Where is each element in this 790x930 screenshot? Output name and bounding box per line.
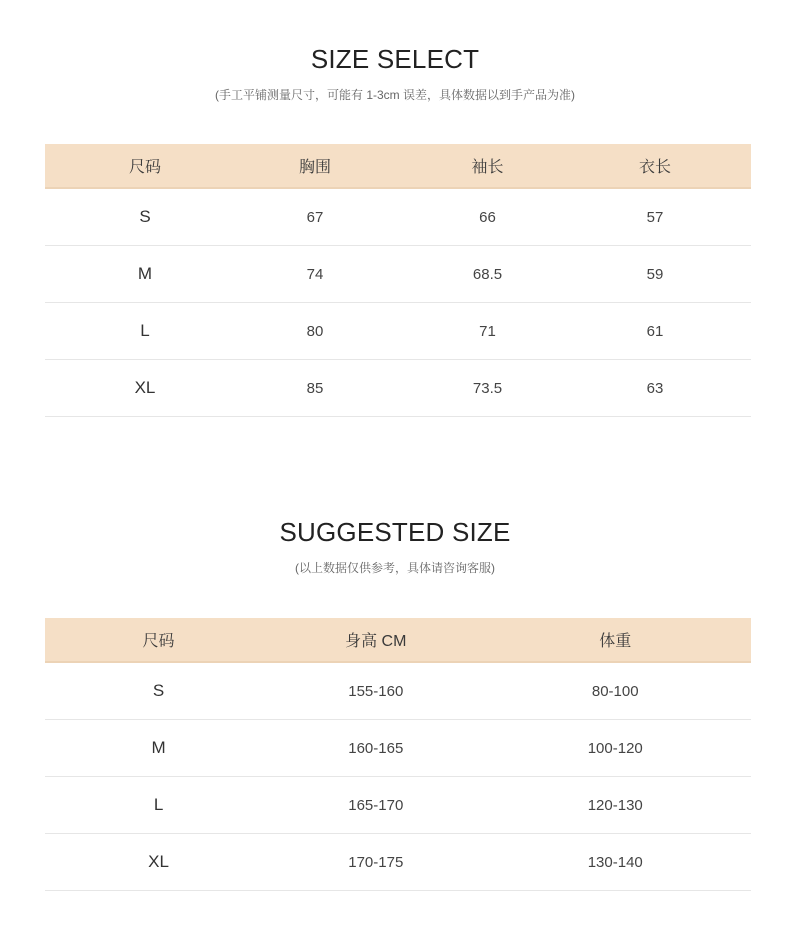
table-row [45,663,751,720]
header-length: 衣长 [638,159,671,176]
size-cell: L [140,321,150,340]
header-size: 尺码 [142,633,175,650]
table-row [45,246,751,303]
table-header [45,618,751,663]
table-row [45,360,751,417]
size-select-table [45,144,751,417]
header-chest: 胸围 [298,159,331,176]
chest-cell: 85 [306,379,324,397]
size-cell: S [152,681,165,700]
table-header [45,144,751,189]
height-cell: 170-175 [348,853,404,871]
table-row [45,303,751,360]
weight-cell: 120-130 [587,796,643,814]
table-row [45,834,751,891]
height-cell: 160-165 [348,739,404,757]
suggested-size-title: SUGGESTED SIZE [279,517,511,547]
sleeve-cell: 66 [479,208,496,226]
table-row [45,777,751,834]
suggested-size-table [45,618,751,891]
weight-cell: 100-120 [587,739,643,757]
length-cell: 63 [646,379,664,397]
length-cell: 61 [646,322,664,340]
height-cell: 165-170 [348,796,404,814]
length-cell: 59 [646,265,664,283]
sleeve-cell: 68.5 [472,265,503,283]
size-cell: M [151,738,166,757]
header-weight: 体重 [599,633,632,650]
chest-cell: 80 [306,322,324,340]
length-cell: 57 [646,208,664,226]
sleeve-cell: 73.5 [472,379,503,397]
size-cell: XL [148,852,169,871]
weight-cell: 130-140 [587,853,643,871]
header-size: 尺码 [128,159,161,176]
size-select-subtitle: (手工平铺测量尺寸，可能有 1-3cm 误差，具体数据以到手产品为准) [214,88,575,102]
size-cell: M [137,264,153,283]
size-cell: XL [134,378,156,397]
header-height: 身高 CM [345,633,407,650]
suggested-size-subtitle: (以上数据仅供参考，具体请咨询客服) [295,561,495,575]
size-cell: L [153,795,164,814]
sleeve-cell: 71 [479,322,496,340]
height-cell: 155-160 [348,682,404,700]
table-row [45,720,751,777]
table-row [45,189,751,246]
size-cell: S [139,207,151,226]
header-sleeve: 袖长 [471,159,504,176]
size-select-title: SIZE SELECT [310,44,480,74]
chest-cell: 67 [306,208,324,226]
weight-cell: 80-100 [591,682,639,700]
chest-cell: 74 [306,265,324,283]
